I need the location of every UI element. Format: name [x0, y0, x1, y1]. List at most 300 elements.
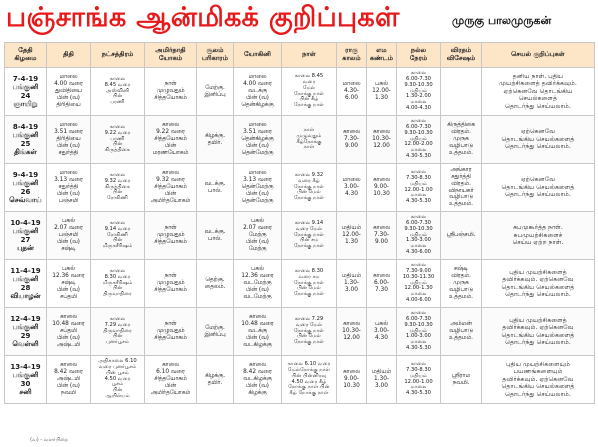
cell-line: வடக்கு [248, 328, 267, 335]
cell-line: தொடர்ந்து செய்யலாம். [505, 102, 571, 110]
cell-line: ஆயில்யம் [105, 393, 130, 400]
cell-line: 1.00-3.00 [406, 333, 431, 340]
cell-line: நோக்கு நாள் [294, 339, 324, 346]
cell-line: 9.00- [344, 376, 359, 383]
cell-line: தொடங்கிய செயல்களைத் [501, 283, 575, 291]
cell-line: பின் (வ) [246, 286, 269, 293]
cell-line: தென்கிழக்கு [241, 136, 274, 143]
cell-line: திரிதியை [56, 136, 81, 143]
cell-line: 4.30- [344, 88, 359, 95]
cell-line: 2.07 வரை [54, 225, 83, 232]
cell-line: மாலை [410, 243, 427, 250]
cell-line: பகல் [62, 218, 75, 225]
cell-line: புதிய முயற்சிகளையும் [506, 360, 570, 368]
cell-naal [282, 212, 337, 260]
cell-line: நவமி. [452, 379, 470, 386]
cell-line: பகல் [62, 266, 75, 273]
cell-line: வடமேற்கு [243, 280, 272, 287]
cell-rahu [337, 164, 367, 212]
cell-line: 4.30-5.30 [406, 198, 431, 205]
cell-line: மதியம் [409, 372, 428, 379]
cell-line: சித்தயோகம் [154, 184, 187, 191]
cell-line: சஷ்டி [453, 266, 469, 273]
cell-line: பின் [165, 382, 176, 389]
cell-line: காலை [161, 362, 180, 369]
cell-line: 7.29 வரை [104, 321, 131, 328]
table-row [5, 260, 595, 308]
cell-line: 12.00-1.30 [404, 285, 433, 292]
cell-line: ஸ்ரீராம [451, 372, 471, 379]
cell-line: பின் (வ) [57, 94, 80, 101]
cell-line: பின் [165, 142, 176, 149]
cell-line: 4.50 வரை கீழ் [291, 378, 327, 385]
cell-line: தைலம். [204, 283, 226, 290]
cell-line: ஏற்கெனவே [520, 128, 556, 136]
cell-line: 7.30-9.00 [406, 267, 431, 274]
cell-line: 8-4-19 [12, 123, 39, 132]
cell-line: கீழ் நோக்கு நாள் [289, 390, 329, 397]
cell-line: வரை மேல் [295, 225, 323, 232]
cell-line: காலை [410, 261, 427, 268]
cell-line: மதியம் [341, 225, 362, 232]
cell-line: 30 [20, 379, 31, 388]
cell-nakshatra [91, 308, 145, 356]
cell-line: பின் பூசம் [106, 369, 129, 376]
cell-nalla [397, 308, 441, 356]
cell-line: சஷ்டி [61, 245, 76, 252]
cell-line: 6.00-7.30 [406, 315, 431, 322]
column-header-line: விரதம் [450, 46, 472, 55]
cell-naal [282, 356, 337, 404]
cell-line: தொடர்ந்து செய்யலாம். [505, 390, 571, 398]
cell-line: வரை புனர்பூசம் [98, 363, 137, 370]
cell-line: 9.14 வரை [104, 225, 131, 232]
cell-line: காலை 8.30 [294, 267, 324, 274]
cell-line: பரணி [110, 99, 125, 106]
cell-line: 1.30-3.00 [406, 237, 431, 244]
cell-line: பயணங்களையும் [513, 368, 563, 376]
cell-line: 9.00 [345, 142, 358, 149]
cell-line: ஞாயிறு [13, 99, 38, 108]
cell-line: வடமேற்கு [243, 293, 272, 300]
cell-line: பின் (வ) [246, 190, 269, 197]
cell-date [5, 356, 47, 404]
cell-line: திருவாதிரை [103, 291, 132, 298]
cell-line: கிழக்கு. [204, 372, 226, 379]
cell-line: மாலை [248, 122, 267, 129]
cell-line: மாலை [410, 192, 427, 199]
cell-yoga [145, 212, 197, 260]
cell-nalla [397, 164, 441, 212]
cell-line: காலை [372, 177, 391, 184]
cell-line: சப்தமி [59, 293, 77, 300]
cell-line: காலை [372, 225, 391, 232]
cell-line: 10.30-11.30 [402, 273, 435, 280]
cell-line: நாள் [164, 321, 177, 328]
cell-yama [367, 164, 397, 212]
cell-line: வரை கீழ் [298, 177, 320, 184]
cell-line: பின் (வ) [246, 334, 269, 341]
cell-line: 1.30 [375, 94, 388, 101]
cell-line: வரை [302, 78, 316, 85]
cell-line: 12.00 [373, 142, 390, 149]
cell-line: 4.50 வரை [104, 375, 131, 382]
cell-line: முயற்சிகளைத் தவிர்க்கவும். [499, 80, 577, 88]
column-header-naal [282, 43, 337, 68]
cell-line: காலை [161, 122, 180, 129]
cell-line: தொடர்ந்து செய்யலாம். [505, 191, 571, 199]
cell-line: தென்மேற்கு [241, 197, 274, 204]
cell-line: காலை [59, 362, 78, 369]
cell-rahu [337, 68, 367, 116]
cell-yoga [145, 260, 197, 308]
cell-line: பங்குனி [12, 131, 39, 140]
cell-line: 3.00- [344, 184, 359, 191]
cell-line: மாலை [59, 74, 78, 81]
cell-line: மதியம் [409, 87, 428, 94]
cell-line: காலை [372, 129, 391, 136]
cell-line: 10.30- [372, 136, 391, 143]
cell-line: 8.42 வரை [243, 369, 272, 376]
cell-line: பின் பின்னிரவு [291, 372, 327, 379]
cell-line: வியாழன் [10, 291, 41, 300]
cell-line: 10.48 வரை [241, 321, 274, 328]
cell-line: 9.30-10.30 [404, 129, 433, 136]
cell-line: மாலை [248, 74, 267, 81]
cell-line: இனிப்பு [204, 331, 226, 338]
table-body [5, 68, 595, 404]
cell-line: விநாயகர் [448, 187, 474, 194]
cell-line: தொடங்கிய செயல்களைத் [501, 135, 575, 143]
cell-line: திரிதியை [56, 101, 81, 108]
cell-line: நவமி [61, 389, 76, 396]
header-row [5, 43, 595, 68]
cell-line: 10.30 [373, 190, 390, 197]
cell-line: பின் சம [299, 237, 319, 244]
cell-line: சித்தயோகம் [154, 334, 187, 341]
cell-line: தொடர்ந்து செய்யலாம். [505, 290, 571, 298]
cell-line: புதிய முயற்சிகளைத் [509, 268, 567, 276]
cell-line: பின் [165, 190, 176, 197]
cell-line: 1.30- [374, 376, 389, 383]
cell-soolam [197, 68, 234, 116]
cell-line: தவிர்க்கவும். ஏற்கெனவே [502, 324, 574, 332]
cell-line: 8.30 வரை [104, 273, 131, 280]
cell-line: முழுவதும் [296, 132, 322, 139]
cell-yoga [145, 308, 197, 356]
cell-line: காலை [342, 369, 361, 376]
cell-line: உத்தமம். [449, 149, 473, 156]
cell-naal [282, 68, 337, 116]
cell-line: 7.30-8.30 [406, 174, 431, 181]
cell-yogini [234, 260, 282, 308]
cell-notes [482, 308, 595, 356]
cell-line: 9.22 வரை [104, 129, 131, 136]
column-header-soolam [197, 43, 234, 68]
cell-line: வழிபாடு [449, 142, 473, 149]
cell-line: மேற்கு. [205, 84, 225, 91]
cell-line: நாள் [164, 225, 177, 232]
cell-line: கிருத்திகை [447, 122, 475, 129]
cell-line: சுபமுயற்சிகளைச் [513, 231, 563, 239]
cell-line: தொடங்கிய செயல்களைத் [501, 183, 575, 191]
cell-line: காலை 9.14 [294, 219, 324, 226]
cell-line: அமிர்தயோகம் [150, 197, 191, 204]
cell-line: 2.07 வரை [243, 225, 272, 232]
cell-line: 3.00 [345, 286, 358, 293]
cell-line: மாலை [410, 339, 427, 346]
cell-line: மாலை [410, 147, 427, 154]
cell-thithi [47, 164, 91, 212]
cell-naal [282, 164, 337, 212]
column-header-nakshatra [91, 43, 145, 68]
cell-line: வடகிழக்கு [243, 376, 272, 383]
cell-line: பகல் [251, 266, 264, 273]
cell-line: பின் [112, 387, 123, 394]
cell-line: பின் (வ) [246, 94, 269, 101]
cell-line: காலை [342, 129, 361, 136]
panchangam-table [4, 42, 595, 404]
cell-line: 12.00-1.00 [404, 378, 433, 385]
cell-line: 1.30- [344, 280, 359, 287]
cell-nakshatra [91, 68, 145, 116]
cell-line: தயிர். [207, 139, 223, 146]
cell-line: தனிய நாள். புதிய [512, 72, 564, 80]
cell-line: 12.00 [343, 334, 360, 341]
cell-line: பகல் [375, 321, 388, 328]
cell-line: நாள் [303, 144, 315, 151]
cell-line: 9.32 வரை [104, 177, 131, 184]
cell-line: மாலை [59, 122, 78, 129]
cell-line: காலை [248, 314, 267, 321]
cell-line: நாள் [164, 273, 177, 280]
cell-line: பஞ்சமி [58, 232, 79, 239]
cell-line: திங்கள் [14, 147, 37, 156]
cell-line: உத்தமம். [449, 201, 473, 208]
cell-line: 4.00 வரை [243, 81, 272, 88]
cell-naal [282, 308, 337, 356]
cell-line: 1.30-2.00 [406, 93, 431, 100]
cell-line: பின் [112, 237, 123, 244]
cell-line: மாலை [59, 170, 78, 177]
cell-line: நோக்கு நாள் பின் [288, 384, 330, 391]
cell-line: பின் [112, 141, 123, 148]
cell-line: காலை [109, 75, 126, 82]
cell-rahu [337, 356, 367, 404]
cell-yama [367, 68, 397, 116]
cell-line: வடக்கு. [204, 228, 226, 235]
cell-line: மேல் [302, 84, 316, 91]
cell-line: 9.30-10.30 [404, 81, 433, 88]
author-name: முருகு பாலமுருகன் [452, 14, 552, 27]
cell-line: முருக [453, 280, 469, 287]
cell-line: 12.00-2.00 [404, 141, 433, 148]
cell-line: 4.00-6.00 [406, 297, 431, 304]
cell-line: முழுவதும் [156, 280, 185, 287]
cell-line: பின் மேல் [297, 333, 321, 340]
cell-viratham [441, 164, 482, 212]
column-header-line: திதி [63, 50, 74, 59]
cell-line: பின் (வ) [57, 286, 80, 293]
cell-line: பின் (வ) [57, 334, 80, 341]
cell-line: செயல்களைத் [518, 95, 558, 103]
cell-line: கிருத்திகை [105, 183, 130, 190]
column-header-line: சூலம் [206, 46, 224, 55]
cell-notes [482, 116, 595, 164]
cell-line: இனிப்பு [204, 91, 226, 98]
cell-line: காலை 6.10 வரை [287, 360, 331, 367]
cell-line: விரதம். [451, 180, 471, 187]
table-row [5, 212, 595, 260]
cell-line: உத்தமம். [449, 334, 473, 341]
cell-line: மாலை [410, 291, 427, 298]
cell-nalla [397, 212, 441, 260]
cell-thithi [47, 308, 91, 356]
cell-yogini [234, 356, 282, 404]
cell-line: மதியம் [371, 369, 392, 376]
cell-line: காலை [109, 315, 126, 322]
cell-nalla [397, 356, 441, 404]
cell-line: ரோகிணி [106, 231, 129, 238]
cell-thithi [47, 260, 91, 308]
cell-line: சித்தயோகம் [154, 94, 187, 101]
cell-date [5, 164, 47, 212]
cell-line: பங்குனி [12, 371, 39, 380]
column-header-yama [367, 43, 397, 68]
cell-line: 3.51 வரை [54, 129, 83, 136]
cell-line: 6.00 [345, 94, 358, 101]
cell-line: 3.13 வரை [243, 177, 272, 184]
cell-line: மேற்கு [248, 232, 267, 239]
cell-line: காலை 8.45 [294, 72, 324, 79]
cell-line: கீழ்நோக்கு [296, 138, 322, 145]
cell-line: பின் [112, 285, 123, 292]
table-row [5, 308, 595, 356]
cell-line: 12.36 வரை [241, 273, 274, 280]
cell-line: மேற்கு [248, 245, 267, 252]
cell-line: 6.00- [374, 280, 389, 287]
cell-line: 9.22 வரை [156, 129, 185, 136]
cell-line: 12.36 வரை [52, 273, 85, 280]
column-header-thithi [47, 43, 91, 68]
cell-line: மதியம் [409, 231, 428, 238]
column-header-nalla [397, 43, 441, 68]
cell-line: சித்தயோகம் [154, 286, 187, 293]
cell-line: புதிய முயற்சிகளைத் [509, 316, 567, 324]
cell-line: நோக்கு நாள் [294, 195, 324, 202]
cell-line: மாலை [342, 177, 361, 184]
cell-line: வழிபாடு [449, 286, 473, 293]
cell-line: 7.30 [375, 286, 388, 293]
cell-line: பின் (வ) [57, 238, 80, 245]
cell-nalla [397, 116, 441, 164]
cell-viratham [441, 116, 482, 164]
cell-line: 8.45 வரை [104, 81, 131, 88]
cell-line: 12-4-19 [10, 315, 41, 324]
column-header-line: காலம் [342, 54, 361, 62]
cell-nakshatra [91, 116, 145, 164]
cell-line: சதுர்த்தி [58, 149, 79, 156]
cell-line: சதுர்த்தி [451, 173, 471, 180]
cell-line: ஏற்கெனவே தொடங்கிய [503, 87, 573, 95]
cell-line: பின் கீழ் [299, 96, 319, 103]
cell-line: சனி [19, 387, 32, 396]
cell-line: பங்குனி [12, 83, 39, 92]
cell-line: நாள் [164, 81, 177, 88]
column-header-line: கண்டம் [369, 54, 394, 62]
cell-nakshatra [91, 212, 145, 260]
cell-line: பஞ்சமி [58, 197, 79, 204]
cell-line: தொடர்ந்து செய்யலாம். [505, 338, 571, 346]
cell-line: 4.00-4.30 [406, 105, 431, 112]
table-row [5, 356, 595, 404]
cell-date [5, 68, 47, 116]
cell-date [5, 308, 47, 356]
cell-yogini [234, 212, 282, 260]
cell-line: 9.30-10.30 [404, 225, 433, 232]
cell-line: பங்குனி [12, 179, 39, 188]
cell-line: தென்கிழக்கு [241, 101, 274, 108]
cell-line: வடகிழக்கு [243, 341, 272, 348]
cell-line: 7.30- [344, 136, 359, 143]
cell-line: 4.30-6.00 [406, 249, 431, 256]
cell-line: 12.00- [342, 232, 361, 239]
cell-line: காலை [410, 117, 427, 124]
cell-notes [482, 212, 595, 260]
cell-line: நோக்கு நாள் [294, 279, 324, 286]
cell-line: அஷ்டமி [56, 376, 81, 383]
cell-nakshatra [91, 260, 145, 308]
cell-date [5, 260, 47, 308]
cell-line: பின் [112, 189, 123, 196]
cell-line: 7.30-8.30 [406, 366, 431, 373]
cell-line: 1.30 [345, 238, 358, 245]
cell-line: கிருத்திகை [105, 147, 130, 154]
cell-line: பால். [208, 187, 222, 194]
column-header-yogini [234, 43, 282, 68]
cell-line: சித்தயோகம் [154, 238, 187, 245]
cell-line: உத்தமம். [449, 293, 473, 300]
cell-line: தென்மேற்கு [241, 184, 274, 191]
cell-viratham [441, 260, 482, 308]
cell-naal [282, 260, 337, 308]
cell-line: நோக்கு நாள் [294, 243, 324, 250]
cell-line: 8.42 வரை [54, 369, 83, 376]
cell-line: அம்மன் [450, 321, 472, 328]
cell-line: 4.30-5.30 [406, 390, 431, 397]
cell-line: வழிபாடு [449, 328, 473, 335]
cell-line: நோக்கு நாள் [294, 327, 324, 334]
table-row [5, 116, 595, 164]
cell-line: மதியம் [409, 279, 428, 286]
cell-line: முழுவதும் [156, 328, 185, 335]
column-header-line: பரிகாரம் [201, 54, 229, 62]
cell-line: 6.10 வரை [156, 369, 185, 376]
cell-viratham [441, 356, 482, 404]
cell-notes [482, 164, 595, 212]
cell-line: தெற்கு. [205, 276, 225, 283]
cell-nakshatra [91, 356, 145, 404]
cell-line: பூசம் [111, 381, 124, 388]
cell-thithi [47, 356, 91, 404]
cell-line: காலை [410, 69, 427, 76]
cell-line: 3.13 வரை [54, 177, 83, 184]
cell-notes [482, 68, 595, 116]
cell-line: 6.00-7.30 [406, 75, 431, 82]
column-header-line: யோகம் [158, 54, 183, 62]
cell-nalla [397, 260, 441, 308]
cell-line: 6.00-7.30 [406, 219, 431, 226]
